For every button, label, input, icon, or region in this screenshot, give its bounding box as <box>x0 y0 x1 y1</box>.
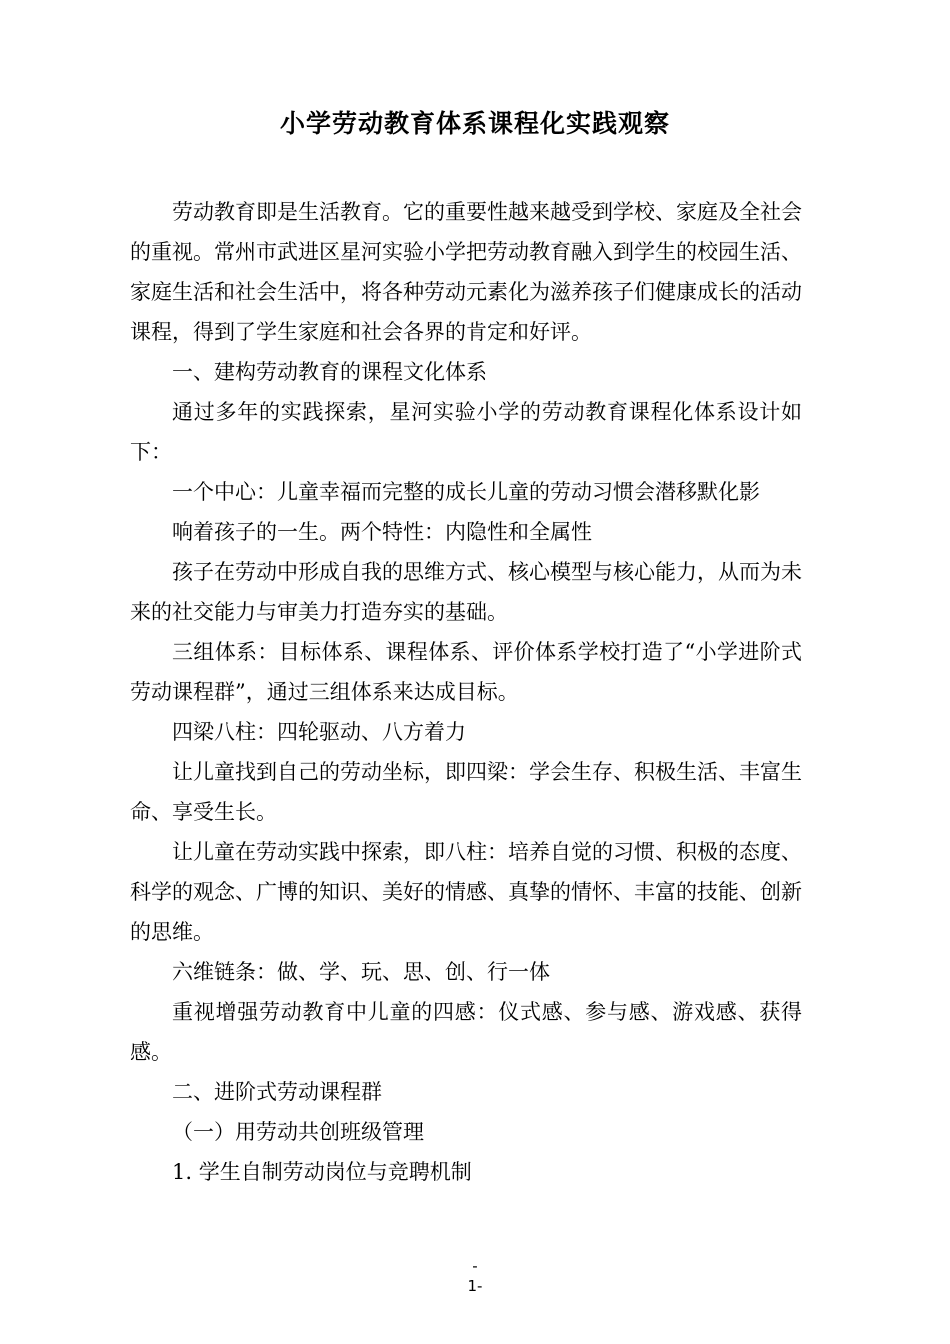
paragraph-thinking: 孩子在劳动中形成自我的思维方式、核心模型与核心能力，从而为未来的社交能力与审美力打造夯实的基础。 <box>130 560 802 624</box>
paragraph-two-features: 响着孩子的一生。两个特性：内隐性和全属性 <box>172 520 592 544</box>
list-item-1: 1. 学生自制劳动岗位与竞聘机制 <box>172 1160 472 1184</box>
paragraph-design: 通过多年的实践探索，星河实验小学的劳动教育课程化体系设计如下： <box>130 400 802 464</box>
subsection-heading-1: （一）用劳动共创班级管理 <box>172 1120 424 1144</box>
paragraph-intro: 劳动教育即是生活教育。它的重要性越来越受到学校、家庭及全社会的重视。常州市武进区星河实验小学把劳动教育融入到学生的校园生活、家庭生活和社会生活中，将各种劳动元素化为滋养孩子们健康成长的活动课程，得到了学生家庭和社会各界的肯定和好评。 <box>130 200 802 344</box>
document-title: 小学劳动教育体系课程化实践观察 <box>279 109 670 138</box>
footer-dash: - <box>472 1257 478 1275</box>
paragraph-one-center: 一个中心：儿童幸福而完整的成长儿童的劳动习惯会潜移默化影 <box>172 480 760 504</box>
section-heading-2: 二、进阶式劳动课程群 <box>172 1080 382 1104</box>
page-number: 1- <box>467 1277 483 1295</box>
paragraph-three-systems: 三组体系：目标体系、课程体系、评价体系学校打造了“小学进阶式劳动课程群”，通过三组体系来达成目标。 <box>130 640 802 704</box>
paragraph-eight-pillars: 让儿童在劳动实践中探索，即八柱：培养自觉的习惯、积极的态度、科学的观念、广博的知识、美好的情感、真挚的情怀、丰富的技能、创新的思维。 <box>130 840 802 944</box>
paragraph-four-senses: 重视增强劳动教育中儿童的四感：仪式感、参与感、游戏感、获得感。 <box>130 1000 802 1064</box>
paragraph-coordinates: 让儿童找到自己的劳动坐标，即四梁：学会生存、积极生活、丰富生命、享受生长。 <box>130 760 802 824</box>
document-body <box>130 192 802 1192</box>
paragraph-four-beams: 四梁八柱：四轮驱动、八方着力 <box>172 720 466 744</box>
section-heading-1: 一、建构劳动教育的课程文化体系 <box>172 360 487 384</box>
paragraph-six-dimensions: 六维链条：做、学、玩、思、创、行一体 <box>172 960 550 984</box>
